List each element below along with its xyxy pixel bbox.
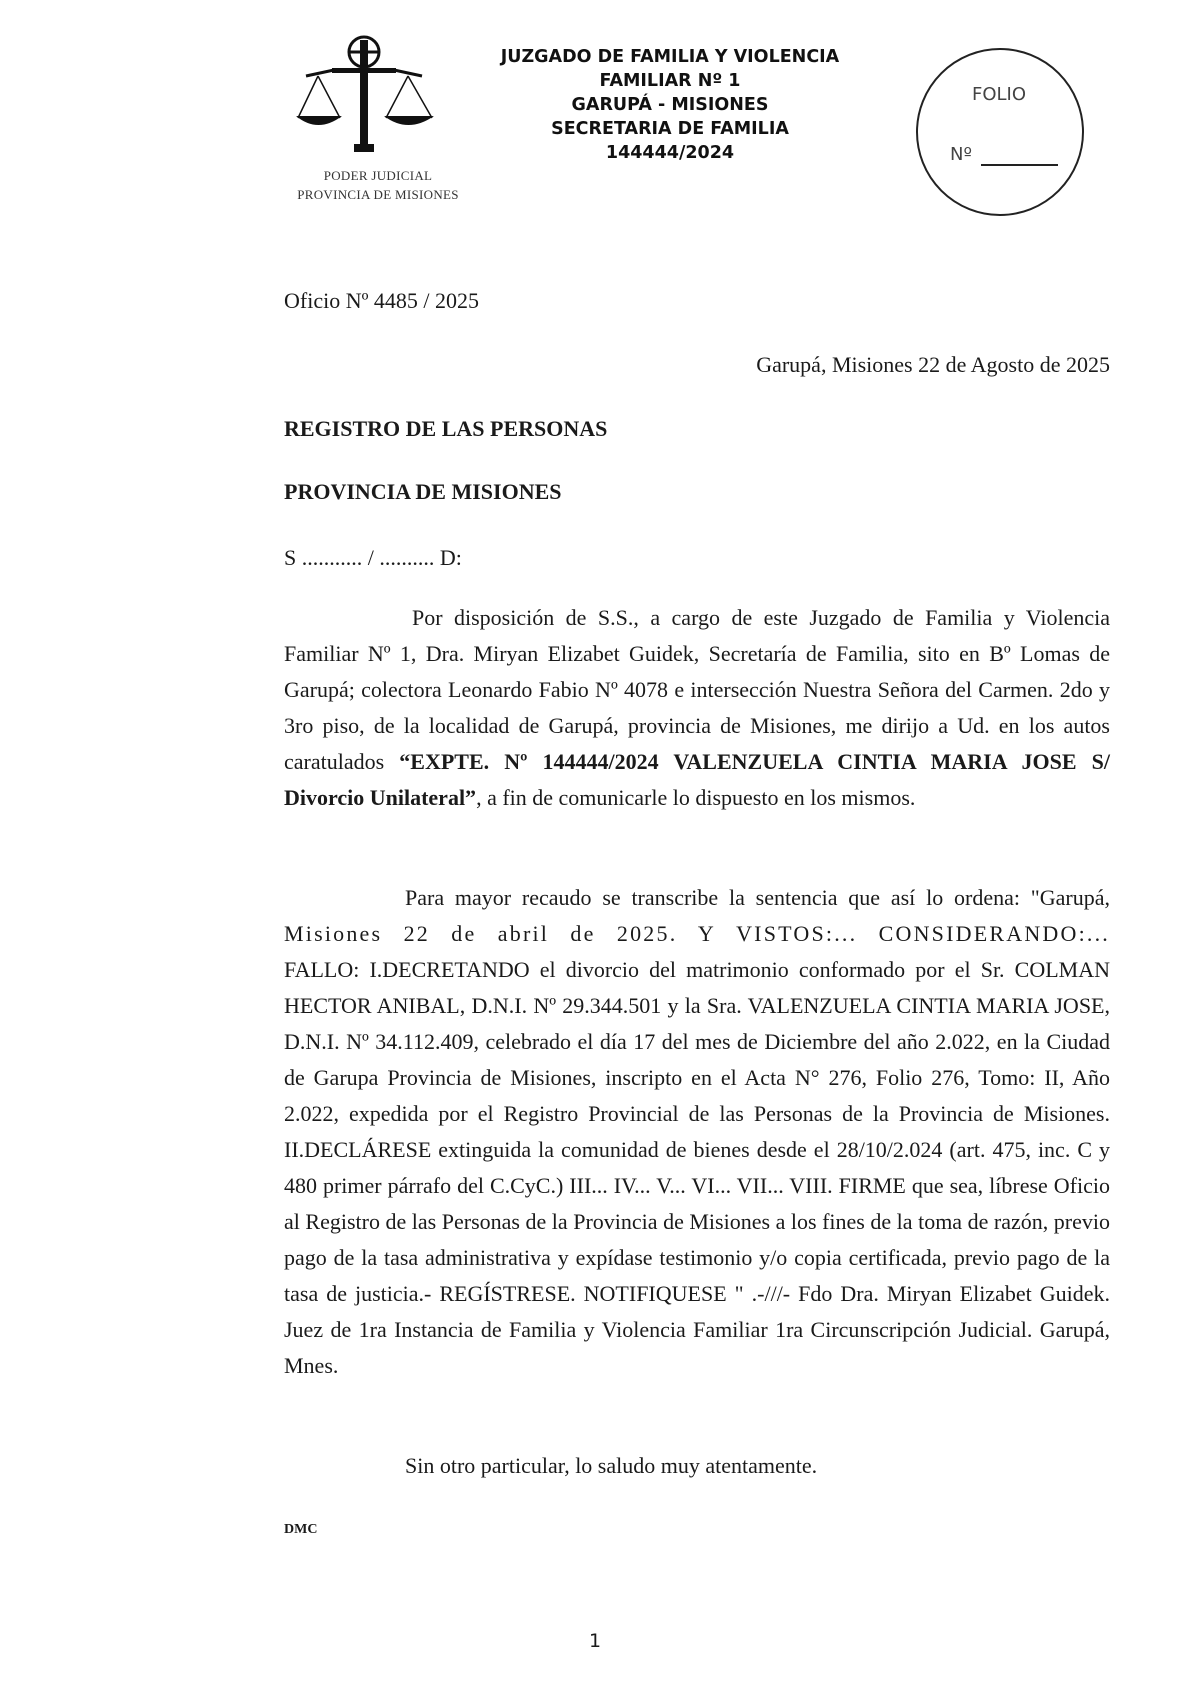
court-location: GARUPÁ - MISIONES xyxy=(571,95,769,115)
page-number: 1 xyxy=(588,1630,602,1652)
folio-number-label: Nº xyxy=(950,144,972,165)
court-name-line-2: FAMILIAR Nº 1 xyxy=(599,71,741,91)
oficio-number: Oficio Nº 4485 / 2025 xyxy=(284,288,480,313)
paragraph-1-text: Por disposición de S.S., a cargo de este Juzgado de Familia y Violencia Familiar Nº 1, Dra. Miryan Elizabet Guidek, Secretaría de Familia, sito en Bº Lomas de Garupá; colectora Leonardo Fabio Nº 4078 e intersección Nuestra Señora del Carmen. 2do y 3ro piso, de la localidad de Garupá, provincia de Misiones, me dirijo a Ud. en los autos caratulados xyxy=(284,605,1110,774)
scales-of-justice-icon xyxy=(296,30,460,170)
case-caption: “EXPTE. Nº 144444/2024 VALENZUELA CINTIA MARIA JOSE S/ Divorcio Unilateral” xyxy=(284,749,1110,810)
paragraph-1-end: , a fin de comunicarle lo dispuesto en los mismos. xyxy=(476,785,916,810)
paragraph-2-intro: Para mayor recaudo se transcribe la sentencia que así lo ordena: "Garupá, xyxy=(405,885,1110,910)
paragraph-2 xyxy=(284,880,1110,1384)
paragraph-2-vistos: Misiones 22 de abril de 2025. Y VISTOS:... CONSIDERANDO:... xyxy=(284,921,1110,946)
folio-circle xyxy=(916,48,1084,216)
closing: Sin otro particular, lo saludo muy atentamente. xyxy=(405,1453,818,1478)
recipient-line-1: REGISTRO DE LAS PERSONAS xyxy=(284,416,608,441)
court-secretary: SECRETARIA DE FAMILIA xyxy=(551,119,789,139)
paragraph-2-fallo: FALLO: I.DECRETANDO el divorcio del matrimonio conformado por el Sr. COLMAN HECTOR ANIBAL, D.N.I. Nº 29.344.501 y la Sra. VALENZUELA CINTIA MARIA JOSE, D.N.I. Nº 34.112.409, celebrado el día 17 del mes de Diciembre del año 2.022, en la Ciudad de Garupa Provincia de Misiones, inscripto en el Acta N° 276, Folio 276, Tomo: II, Año 2.022, expedida por el Registro Provincial de las Personas de la Provincia de Misiones. II.DECLÁRESE extinguida la comunidad de bienes desde el 28/10/2.024 (art. 475, inc. C y 480 primer párrafo del C.CyC.) III... IV... V... VI... VII... VIII. FIRME que sea, líbrese Oficio al Registro de las Personas de la Provincia de Misiones a los fines de la toma de razón, previo pago de la tasa administrativa y expídase testimonio y/o copia certificada, previo pago de la tasa de justicia.- REGÍSTRESE. NOTIFIQUESE " .-///- Fdo Dra. Miryan Elizabet Guidek. Juez de 1ra Instancia de Familia y Violencia Familiar 1ra Circunscripción Judicial. Garupá, Mnes. xyxy=(284,957,1110,1378)
logo-line-2: PROVINCIA DE MISIONES xyxy=(297,187,459,202)
folio-number-line xyxy=(981,164,1058,166)
court-name-line-1: JUZGADO DE FAMILIA Y VIOLENCIA xyxy=(500,47,840,67)
initials: DMC xyxy=(284,1522,318,1537)
court-header xyxy=(500,45,840,165)
recipient-line-2: PROVINCIA DE MISIONES xyxy=(284,479,562,504)
folio-label: FOLIO xyxy=(972,84,1027,105)
court-logo xyxy=(296,30,460,208)
salutation: S ........... / .......... D: xyxy=(284,545,462,570)
paragraph-1 xyxy=(284,600,1110,816)
document-date: Garupá, Misiones 22 de Agosto de 2025 xyxy=(756,352,1110,377)
logo-line-1: PODER JUDICIAL xyxy=(323,168,433,183)
folio-stamp xyxy=(916,48,1084,216)
case-number: 144444/2024 xyxy=(605,143,735,163)
